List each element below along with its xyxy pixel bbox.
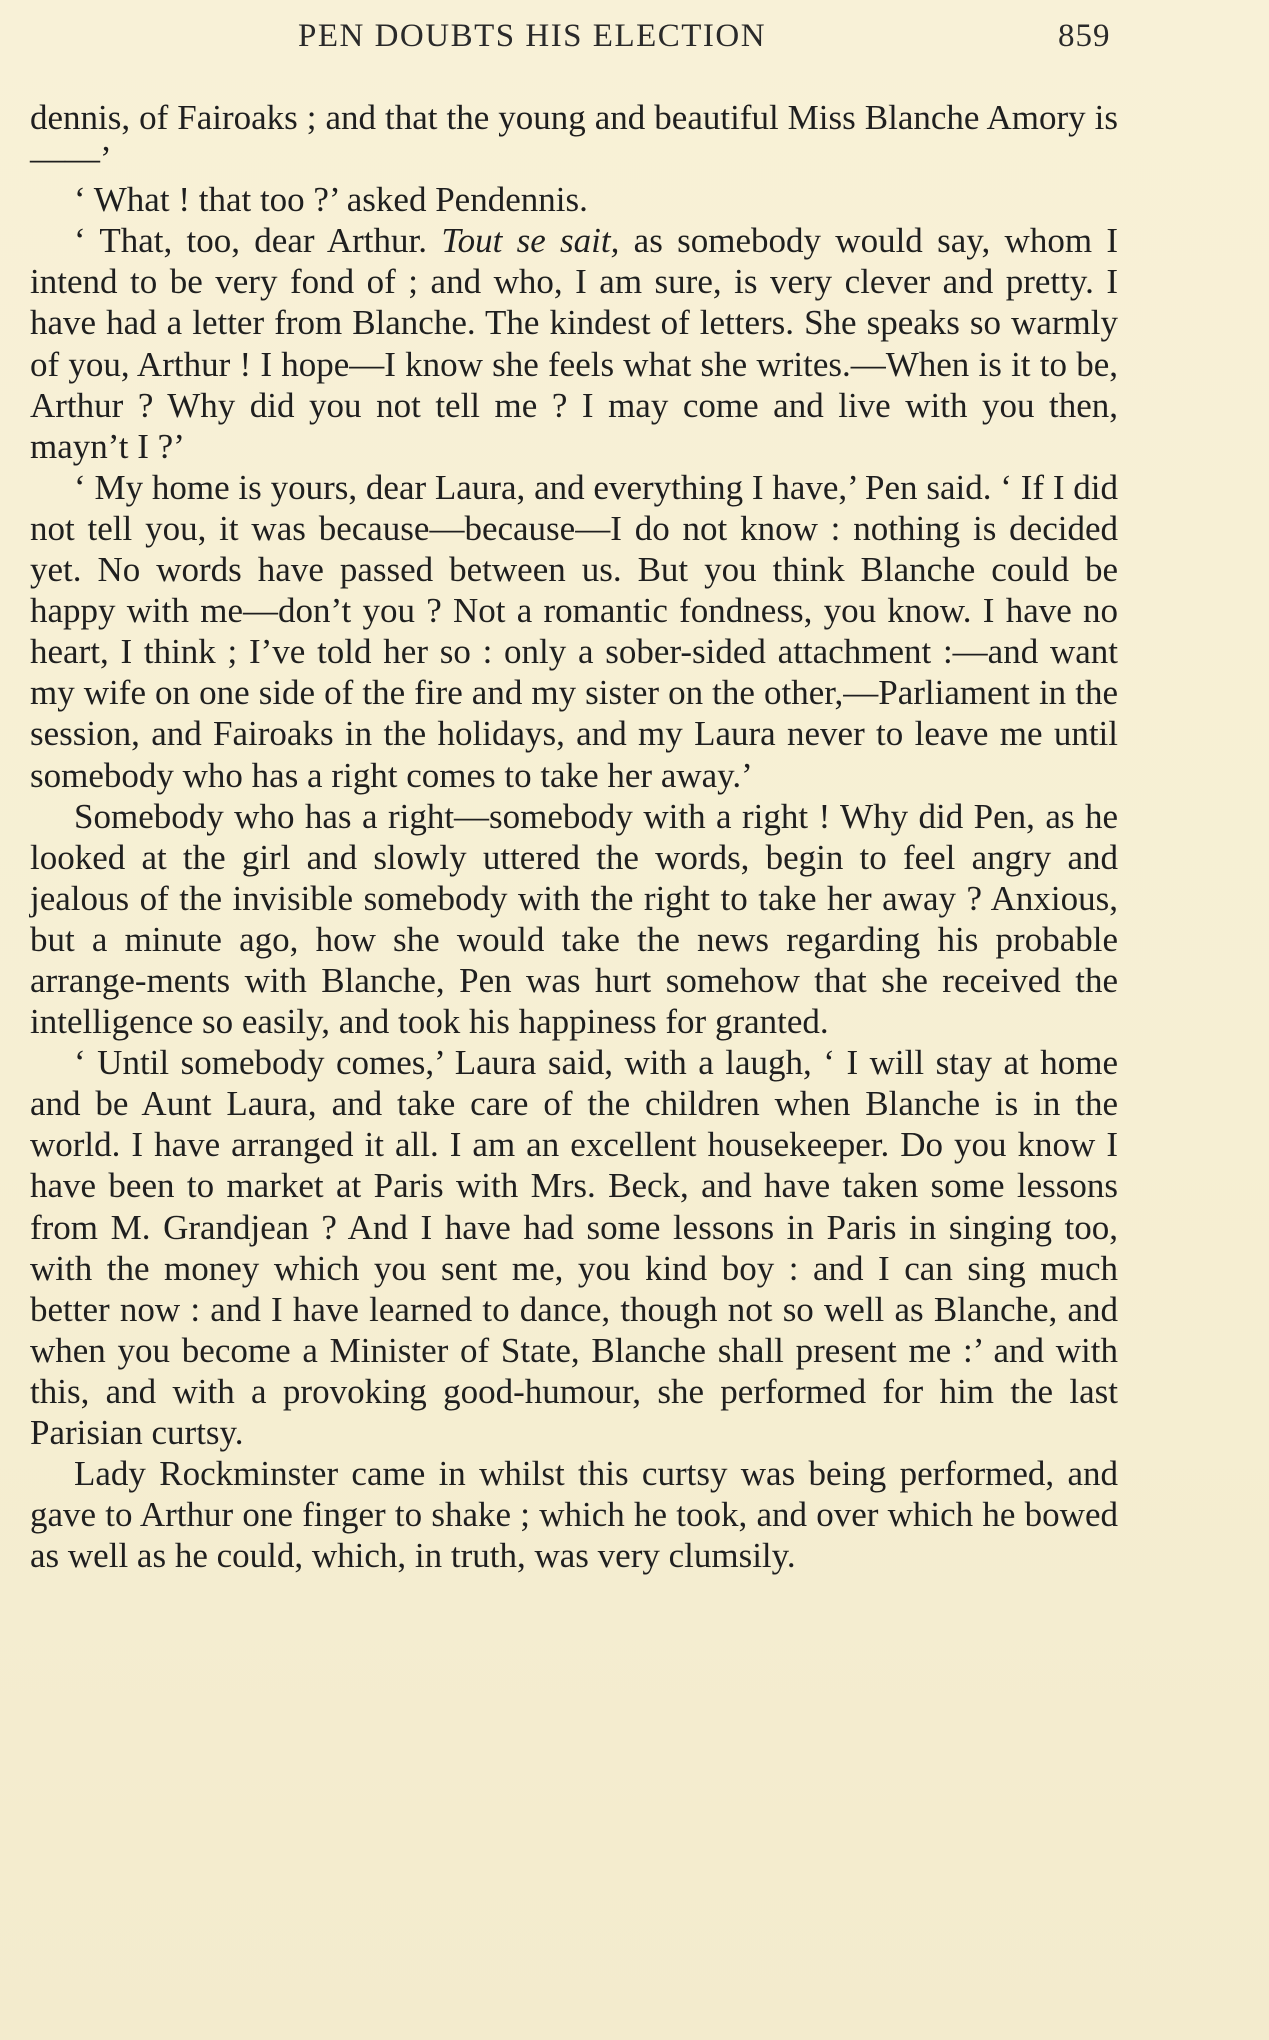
- running-title: PEN DOUBTS HIS ELECTION: [298, 18, 767, 54]
- paragraph-3-rest: as somebody would say, whom I intend to be very fond of ; and who, I am sure, is very clever and pretty. I have had a letter from Blanche. The kindest of letters. She speaks so warmly of you, Arthur ! I hope—I know she feels what she writes.—When is it to be, Arthur ? Why did you not tell me ? I may come and live with you then, mayn’t I ?’: [30, 221, 1119, 466]
- italic-phrase: Tout se sait,: [441, 221, 620, 261]
- paragraph-3-start: ‘ That, too, dear Arthur.: [74, 221, 442, 261]
- page-number: 859: [1058, 18, 1111, 54]
- body-text: [30, 97, 1118, 1576]
- paragraph-5: Somebody who has a right—somebody with a right ! Why did Pen, as he looked at the girl and slowly uttered the words, begin to feel angry and jealous of the invisible somebody with the right to take her away ? Anxious, but a minute ago, how she would take the news regarding his probable arrange-ments with Blanche, Pen was hurt somehow that she received the intelligence so easily, and took his happiness for granted.: [30, 796, 1118, 1042]
- paragraph-4: ‘ My home is yours, dear Laura, and everything I have,’ Pen said. ‘ If I did not tell you, it was because—because—I do not know : nothing is decided yet. No words have passed between us. But you think Blanche could be happy with me—don’t you ? Not a romantic fondness, you know. I have no heart, I think ; I’ve told her so : only a sober-sided attachment :—and want my wife on one side of the fire and my sister on the other,—Parliament in the session, and Fairoaks in the holidays, and my Laura never to leave me until somebody who has a right comes to take her away.’: [30, 467, 1118, 795]
- paragraph-2: ‘ What ! that too ?’ asked Pendennis.: [74, 180, 588, 220]
- paragraph-1: dennis, of Fairoaks ; and that the young and beautiful Miss Blanche Amory is——’: [30, 98, 1118, 179]
- paragraph-6: ‘ Until somebody comes,’ Laura said, with a laugh, ‘ I will stay at home and be Aunt Laura, and take care of the children when Blanche is in the world. I have arranged it all. I am an excellent housekeeper. Do you know I have been to market at Paris with Mrs. Beck, and have taken some lessons from M. Grandjean ? And I have had some lessons in Paris in singing too, with the money which you sent me, you kind boy : and I can sing much better now : and I have learned to dance, though not so well as Blanche, and when you become a Minister of State, Blanche shall present me :’ and with this, and with a provoking good-humour, she performed for him the last Parisian curtsy.: [30, 1043, 1118, 1452]
- page-header: [0, 18, 1269, 68]
- paragraph-3: [30, 220, 1118, 467]
- paragraph-7: Lady Rockminster came in whilst this curtsy was being performed, and gave to Arthur one finger to shake ; which he took, and over which he bowed as well as he could, which, in truth, was very clumsily.: [30, 1454, 1118, 1576]
